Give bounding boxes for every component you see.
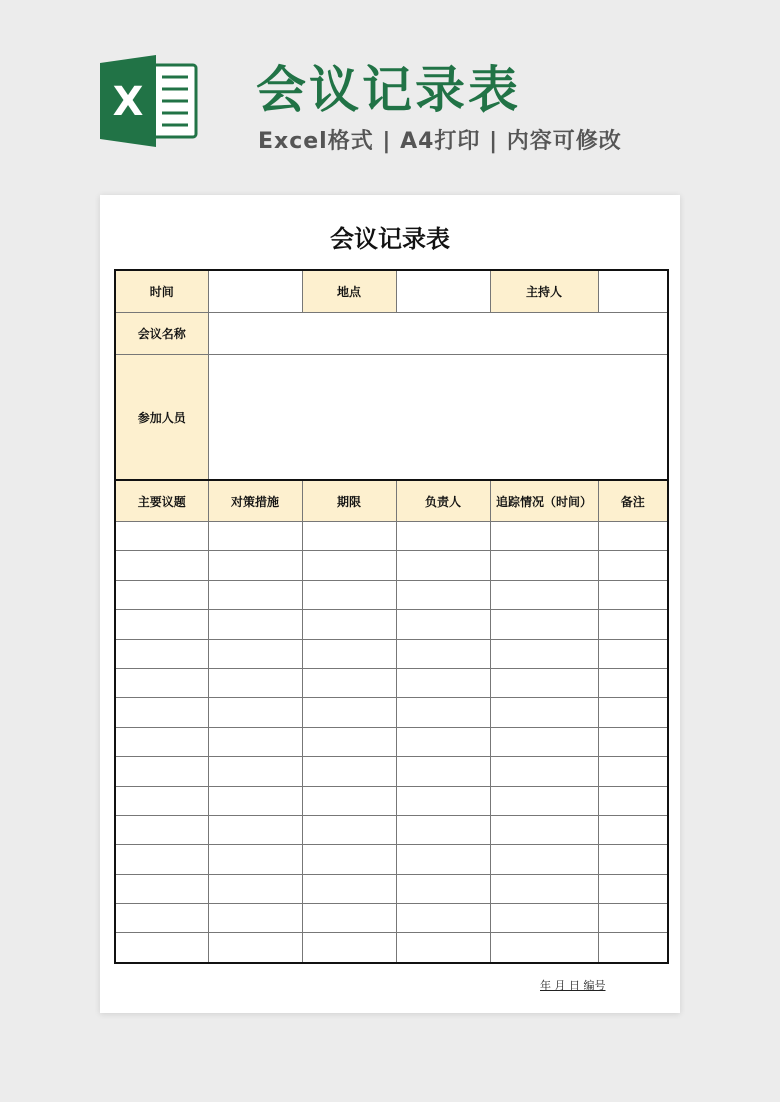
date-number-footer: 年 月 日 编号 (540, 979, 606, 992)
table-cell[interactable] (396, 551, 490, 580)
table-cell[interactable] (208, 727, 302, 756)
table-cell[interactable] (302, 727, 396, 756)
table-cell[interactable] (115, 933, 208, 963)
table-cell[interactable] (302, 757, 396, 786)
table-cell[interactable] (208, 551, 302, 580)
table-row (115, 845, 668, 874)
document-page (100, 195, 680, 1013)
table-cell[interactable] (598, 727, 668, 756)
attendees-label: 参加人员 (115, 355, 208, 481)
table-cell[interactable] (598, 874, 668, 903)
table-cell[interactable] (396, 874, 490, 903)
table-cell[interactable] (598, 933, 668, 963)
table-cell[interactable] (490, 727, 598, 756)
promo-banner (0, 0, 780, 190)
table-cell[interactable] (208, 845, 302, 874)
table-cell[interactable] (115, 757, 208, 786)
table-cell[interactable] (490, 668, 598, 697)
table-row (115, 815, 668, 844)
table-cell[interactable] (490, 580, 598, 609)
table-cell[interactable] (396, 668, 490, 697)
table-cell[interactable] (598, 815, 668, 844)
column-header-row (115, 480, 668, 522)
table-cell[interactable] (115, 639, 208, 668)
table-cell[interactable] (598, 639, 668, 668)
table-cell[interactable] (490, 639, 598, 668)
table-row (115, 904, 668, 933)
table-row (115, 639, 668, 668)
place-label: 地点 (302, 270, 396, 313)
table-cell[interactable] (490, 845, 598, 874)
table-cell[interactable] (302, 698, 396, 727)
attendees-value-cell[interactable] (208, 355, 668, 481)
table-cell[interactable] (208, 904, 302, 933)
host-value-cell[interactable] (598, 270, 668, 313)
table-cell[interactable] (208, 757, 302, 786)
table-cell[interactable] (396, 610, 490, 639)
table-cell[interactable] (115, 904, 208, 933)
table-row (115, 727, 668, 756)
banner-title: 会议记录表 (256, 61, 521, 119)
table-cell[interactable] (396, 580, 490, 609)
table-cell[interactable] (302, 551, 396, 580)
table-cell[interactable] (490, 874, 598, 903)
table-row (115, 668, 668, 697)
info-row-attendees (115, 355, 668, 481)
table-cell[interactable] (396, 698, 490, 727)
agenda-rows (115, 522, 668, 963)
table-cell[interactable] (208, 522, 302, 551)
table-cell[interactable] (598, 757, 668, 786)
table-cell[interactable] (208, 815, 302, 844)
table-cell[interactable] (208, 874, 302, 903)
table-row (115, 522, 668, 551)
table-cell[interactable] (115, 874, 208, 903)
meeting-name-value-cell[interactable] (208, 313, 668, 355)
banner-subtitle: Excel格式 | A4打印 | 内容可修改 (258, 129, 622, 154)
table-cell[interactable] (302, 522, 396, 551)
place-value-cell[interactable] (396, 270, 490, 313)
table-cell[interactable] (302, 874, 396, 903)
table-cell[interactable] (115, 698, 208, 727)
table-cell[interactable] (302, 580, 396, 609)
column-header: 主要议题 (115, 480, 208, 522)
table-cell[interactable] (208, 933, 302, 963)
table-cell[interactable] (115, 522, 208, 551)
logo-letter: X (112, 79, 144, 125)
table-cell[interactable] (302, 845, 396, 874)
table-cell[interactable] (490, 757, 598, 786)
table-cell[interactable] (302, 933, 396, 963)
table-cell[interactable] (208, 668, 302, 697)
table-row (115, 757, 668, 786)
excel-logo-icon (100, 55, 200, 147)
table-cell[interactable] (208, 786, 302, 815)
table-cell[interactable] (396, 522, 490, 551)
table-cell[interactable] (598, 904, 668, 933)
table-cell[interactable] (115, 845, 208, 874)
table-cell[interactable] (490, 786, 598, 815)
table-cell[interactable] (396, 786, 490, 815)
host-label: 主持人 (490, 270, 598, 313)
table-row (115, 551, 668, 580)
table-cell[interactable] (396, 933, 490, 963)
table-cell[interactable] (302, 610, 396, 639)
table-cell[interactable] (302, 904, 396, 933)
table-cell[interactable] (115, 727, 208, 756)
table-cell[interactable] (598, 668, 668, 697)
info-row-time-place-host (115, 270, 668, 313)
table-cell[interactable] (396, 904, 490, 933)
column-header: 期限 (302, 480, 396, 522)
table-cell[interactable] (302, 815, 396, 844)
column-header: 追踪情况（时间） (490, 480, 598, 522)
table-cell[interactable] (115, 551, 208, 580)
table-cell[interactable] (396, 757, 490, 786)
table-cell[interactable] (490, 610, 598, 639)
table-row (115, 874, 668, 903)
column-header: 对策措施 (208, 480, 302, 522)
table-cell[interactable] (490, 698, 598, 727)
document-title: 会议记录表 (330, 225, 450, 253)
table-cell[interactable] (115, 668, 208, 697)
table-row (115, 933, 668, 963)
table-cell[interactable] (115, 786, 208, 815)
table-row (115, 610, 668, 639)
table-cell[interactable] (302, 639, 396, 668)
info-row-meeting-name (115, 313, 668, 355)
table-row (115, 698, 668, 727)
table-cell[interactable] (208, 610, 302, 639)
table-cell[interactable] (598, 522, 668, 551)
table-cell[interactable] (208, 698, 302, 727)
table-cell[interactable] (490, 522, 598, 551)
table-cell[interactable] (490, 815, 598, 844)
table-row (115, 786, 668, 815)
table-cell[interactable] (490, 551, 598, 580)
column-header: 负责人 (396, 480, 490, 522)
table-row (115, 580, 668, 609)
table-cell[interactable] (598, 610, 668, 639)
table-cell[interactable] (302, 668, 396, 697)
table-cell[interactable] (396, 845, 490, 874)
table-cell[interactable] (598, 698, 668, 727)
column-header: 备注 (598, 480, 668, 522)
table-cell[interactable] (208, 639, 302, 668)
table-cell[interactable] (598, 580, 668, 609)
time-value-cell[interactable] (208, 270, 302, 313)
table-cell[interactable] (598, 786, 668, 815)
table-cell[interactable] (302, 786, 396, 815)
table-cell[interactable] (396, 815, 490, 844)
meeting-name-label: 会议名称 (115, 313, 208, 355)
table-cell[interactable] (115, 815, 208, 844)
table-cell[interactable] (598, 845, 668, 874)
table-cell[interactable] (396, 727, 490, 756)
meeting-record-table (114, 269, 669, 964)
time-label: 时间 (115, 270, 208, 313)
table-cell[interactable] (490, 904, 598, 933)
table-cell[interactable] (598, 551, 668, 580)
table-cell[interactable] (490, 933, 598, 963)
table-cell[interactable] (115, 580, 208, 609)
table-cell[interactable] (208, 580, 302, 609)
table-cell[interactable] (115, 610, 208, 639)
table-cell[interactable] (396, 639, 490, 668)
